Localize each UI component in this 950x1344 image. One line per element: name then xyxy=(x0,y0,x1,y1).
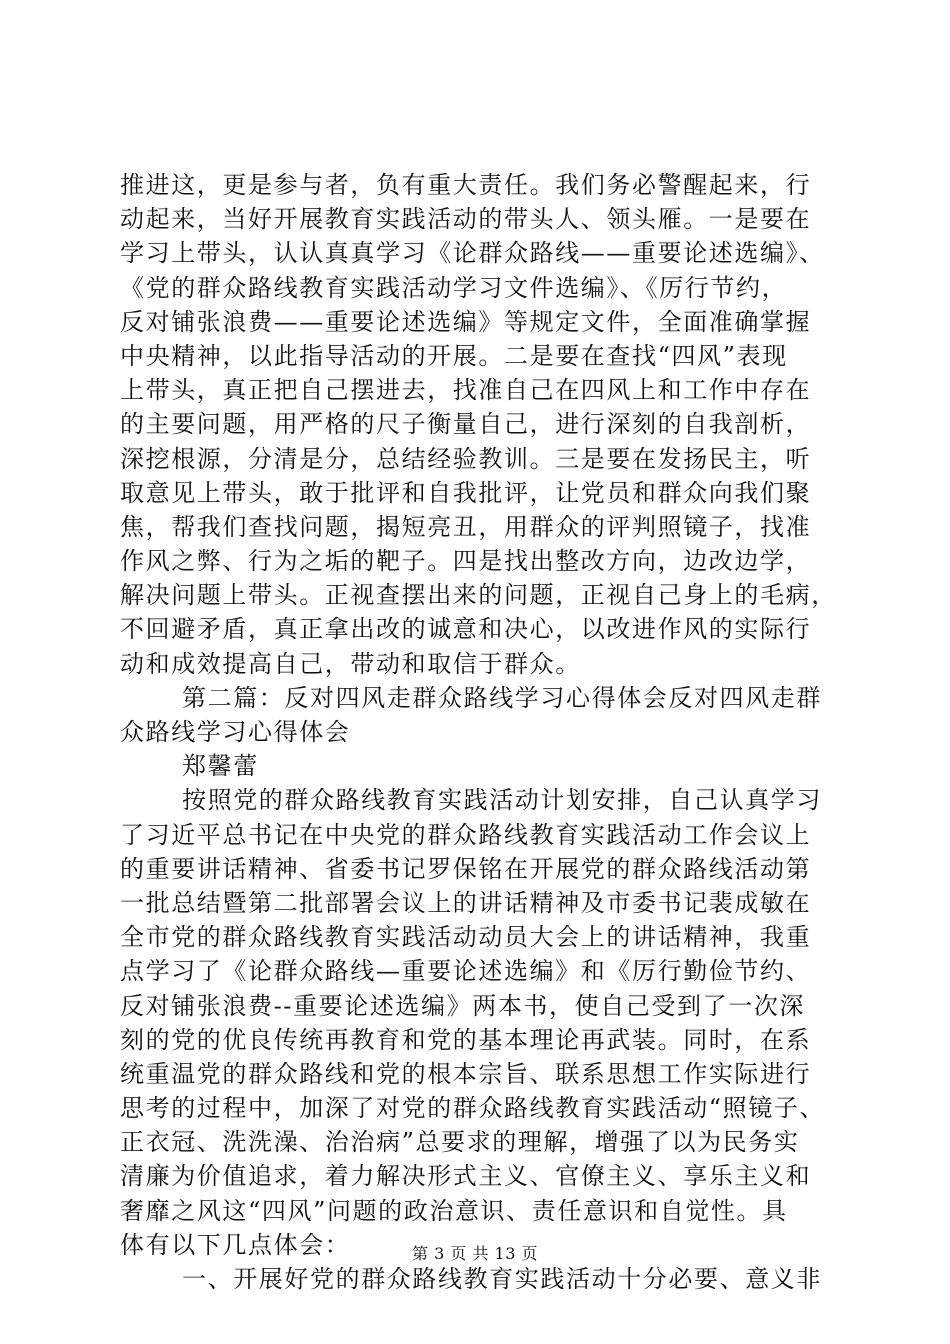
text-line: 中央精神，以此指导活动的开展。二是要在查找“四风”表现 xyxy=(120,341,788,370)
text-line: 焦，帮我们查找问题，揭短亮丑，用群众的评判照镜子，找准 xyxy=(120,512,812,541)
text-line: 解决问题上带头。正视查摆出来的问题，正视自己身上的毛病， xyxy=(120,581,837,610)
text-line: 刻的党的优良传统再教育和党的基本理论再武装。同时，在系 xyxy=(120,1025,812,1054)
text-line: 思考的过程中，加深了对党的群众路线教育实践活动“照镜子、 xyxy=(120,1094,826,1123)
text-line: 取意见上带头，敢于批评和自我批评，让党员和群众向我们聚 xyxy=(120,478,812,507)
text-line: 上带头，真正把自己摆进去，找准自己在四风上和工作中存在 xyxy=(120,376,812,405)
text-line: 反对铺张浪费--重要论述选编》两本书，使自己受到了一次深 xyxy=(120,991,806,1020)
text-line: 体有以下几点体会： xyxy=(120,1230,351,1259)
section-heading: 第二篇：反对四风走群众路线学习心得体会反对四风走群 xyxy=(182,683,822,712)
text-line: 不回避矛盾，真正拿出改的诚意和决心，以改进作风的实际行 xyxy=(120,615,812,644)
text-line: 学习上带头，认认真真学习《论群众路线——重要论述选编》、 xyxy=(120,239,825,268)
section-heading-continued: 众路线学习心得体会 xyxy=(120,718,351,746)
text-line: 正衣冠、洗洗澡、治治病”总要求的理解，增强了以为民务实 xyxy=(120,1128,800,1157)
page-number-footer: 第 3 页 共 13 页 xyxy=(412,1244,538,1263)
text-line: 动起来，当好开展教育实践活动的带头人、领头雁。一是要在 xyxy=(120,205,812,234)
text-line: 一、开展好党的群众路线教育实践活动十分必要、意义非 xyxy=(182,1265,822,1293)
text-line: 推进这，更是参与者，负有重大责任。我们务必警醒起来，行 xyxy=(120,171,812,199)
text-line: 《党的群众路线教育实践活动学习文件选编》、《厉行节约， xyxy=(120,273,788,302)
text-line: 点学习了《论群众路线—重要论述选编》和《厉行勤俭节约、 xyxy=(120,957,812,986)
text-line: 按照党的群众路线教育实践活动计划安排，自己认真学习 xyxy=(182,786,822,815)
text-line: 深挖根源，分清是分，总结经验教训。三是要在发扬民主，听 xyxy=(120,444,812,473)
text-line: 动和成效提高自己，带动和取信于群众。 xyxy=(120,649,581,678)
text-line: 反对铺张浪费——重要论述选编》等规定文件，全面准确掌握 xyxy=(120,307,812,336)
text-line: 的重要讲话精神、省委书记罗保铭在开展党的群众路线活动第 xyxy=(120,854,812,883)
text-line: 一批总结暨第二批部署会议上的讲话精神及市委书记裴成敏在 xyxy=(120,888,812,917)
text-line: 统重温党的群众路线和党的根本宗旨、联系思想工作实际进行 xyxy=(120,1059,812,1088)
text-line: 了习近平总书记在中央党的群众路线教育实践活动工作会议上 xyxy=(120,820,812,849)
author-name: 郑馨蕾 xyxy=(182,752,259,781)
text-line: 奢靡之风这“四风”问题的政治意识、责任意识和自觉性。具 xyxy=(120,1196,788,1225)
text-line: 全市党的群众路线教育实践活动动员大会上的讲话精神，我重 xyxy=(120,923,812,952)
text-line: 作风之弊、行为之垢的靶子。四是找出整改方向，边改边学， xyxy=(120,547,812,576)
document-body xyxy=(120,168,840,1296)
text-line: 的主要问题，用严格的尺子衡量自己，进行深刻的自我剖析， xyxy=(120,410,812,439)
text-line: 清廉为价值追求，着力解决形式主义、官僚主义、享乐主义和 xyxy=(120,1162,812,1191)
